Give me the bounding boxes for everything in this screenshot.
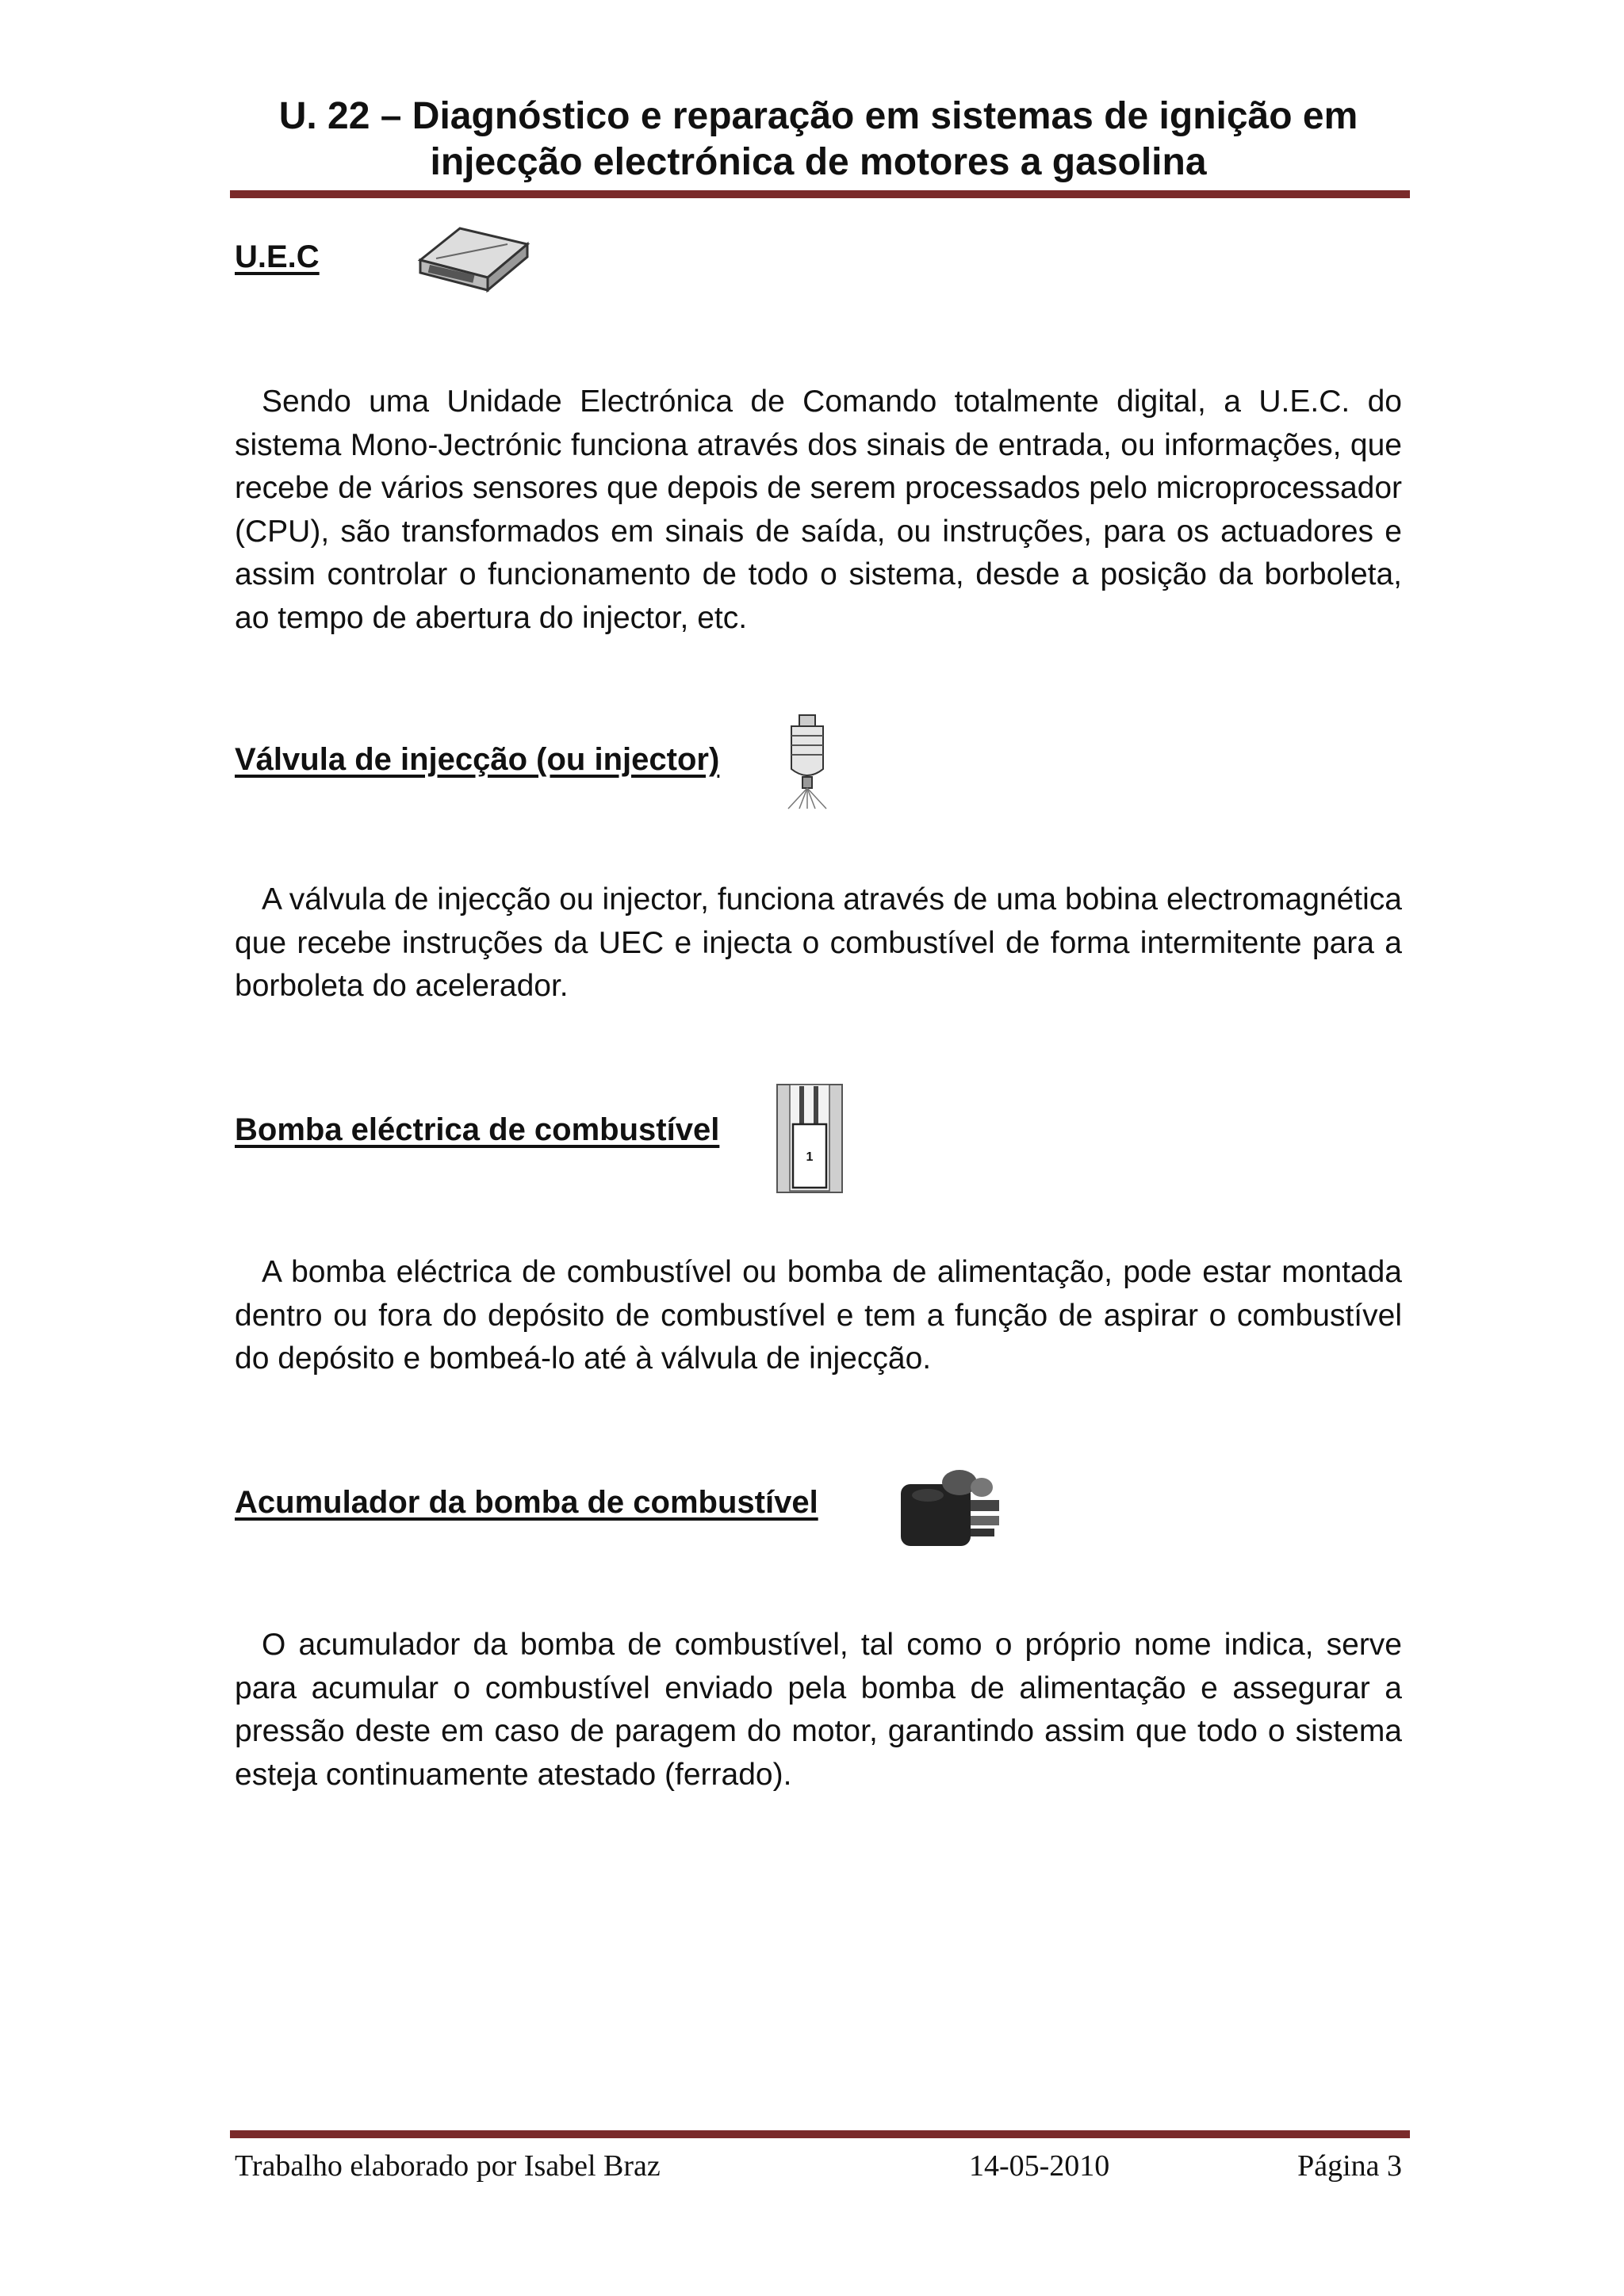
- section-title-accumulator: Acumulador da bomba de combustível: [235, 1485, 818, 1520]
- section-title-uec: U.E.C: [235, 239, 320, 274]
- footer-author: Trabalho elaborado por Isabel Braz: [235, 2149, 661, 2183]
- footer-date: 14-05-2010: [969, 2149, 1110, 2183]
- footer-divider: [230, 2130, 1410, 2141]
- paragraph-fuel-pump: [235, 1251, 1402, 1381]
- header-title-line-1: U. 22 – Diagnóstico e reparação em sistemas de ignição em: [278, 95, 1358, 137]
- section-title-injector: Válvula de injecção (ou injector): [235, 742, 720, 777]
- paragraph-accumulator: [235, 1624, 1402, 1797]
- ecu-unit-icon: [412, 212, 531, 295]
- footer-page-number: Página 3: [1297, 2149, 1402, 2183]
- section-title-fuel-pump: Bomba eléctrica de combustível: [235, 1112, 720, 1147]
- paragraph-injector-text: A válvula de injecção ou injector, funciona através de uma bobina electromagnética que recebe instruções da UEC e injecta o combustível de forma intermitente para a borboleta do acelerador.: [235, 882, 1402, 1003]
- paragraph-injector: [235, 878, 1402, 1008]
- header-title-line-2: injecção electrónica de motores a gasolina: [430, 141, 1207, 183]
- paragraph-accumulator-text: O acumulador da bomba de combustível, tal como o próprio nome indica, serve para acumular o combustível enviado pela bomba de alimentação e assegurar a pressão deste em caso de paragem do motor, garantindo assim que todo o sistema esteja continuamente atestado (ferrado).: [235, 1628, 1402, 1792]
- paragraph-uec-text: Sendo uma Unidade Electrónica de Comando totalmente digital, a U.E.C. do sistema Mono-Jectrónic funciona através dos sinais de entrada, ou informações, que recebe de vários sensores que depois de serem processados pelo microprocessador (CPU), são transformados em sinais de saída, ou instruções, para os actuadores e assim controlar o funcionamento de todo o sistema, desde a posição da borboleta, ao tempo de abertura do injector, etc.: [235, 385, 1402, 635]
- accumulator-icon: [896, 1465, 1004, 1552]
- injector-icon: [780, 714, 834, 810]
- paragraph-fuel-pump-text: A bomba eléctrica de combustível ou bomba de alimentação, pode estar montada dentro ou fora do depósito de combustível e tem a função de aspirar o combustível do depósito e bombeá-lo até à válvula de injecção.: [235, 1255, 1402, 1376]
- fuel-pump-icon: [776, 1083, 844, 1194]
- page-header: [235, 94, 1402, 186]
- fuel-pump-label: 1: [806, 1150, 814, 1164]
- paragraph-uec: [235, 381, 1402, 640]
- page-footer: [235, 2149, 1402, 2188]
- header-divider: [230, 187, 1410, 198]
